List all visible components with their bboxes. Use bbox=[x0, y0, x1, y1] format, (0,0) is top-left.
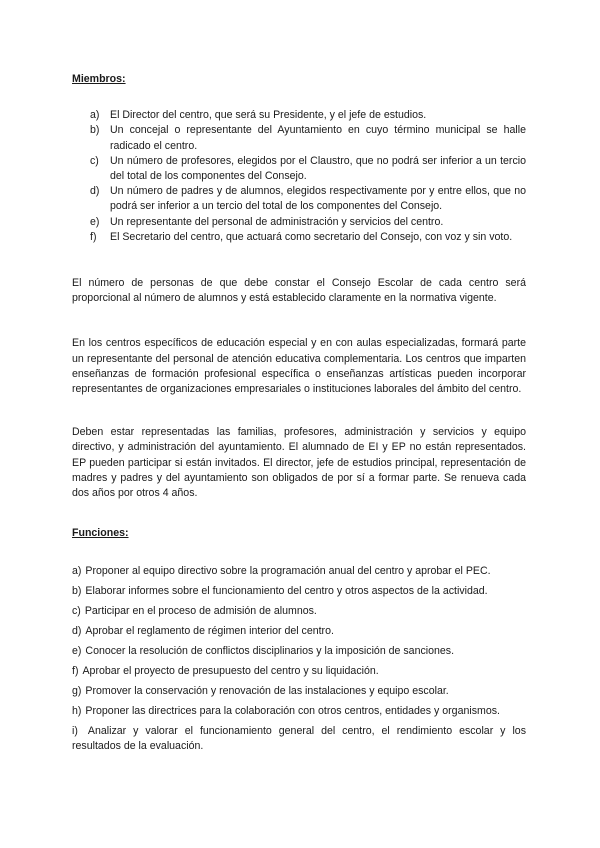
list-item-text: Conocer la resolución de conflictos disciplinarios y la imposición de sanciones. bbox=[85, 645, 455, 658]
list-item bbox=[72, 584, 526, 599]
list-marker: g) bbox=[72, 684, 82, 697]
list-item bbox=[72, 230, 526, 245]
list-item-text: Elaborar informes sobre el funcionamiento del centro y otros aspectos de la actividad. bbox=[85, 585, 488, 598]
list-item bbox=[72, 724, 526, 754]
paragraph-representation: Deben estar representadas las familias, profesores, administración y servicios y equipo directivo, y administración del ayuntamiento. El alumnado de EI y EP no están representados. EP pueden participar si están invitados. El director, jefe de estudios principal, representación de madres y padres y del ayuntamiento son obligados de por sí a formar parte. Se renueva cada dos años por otros 4 años. bbox=[72, 426, 526, 500]
list-marker: e) bbox=[72, 645, 82, 658]
list-marker: h) bbox=[72, 704, 82, 717]
list-item bbox=[72, 704, 526, 719]
functions-list bbox=[72, 564, 526, 754]
list-item-text: Un número de profesores, elegidos por el Claustro, que no podrá ser inferior a un tercio del total de los componentes del Consejo. bbox=[110, 154, 526, 183]
list-item-text: Promover la conservación y renovación de las instalaciones y equipo escolar. bbox=[85, 684, 449, 697]
list-item bbox=[72, 123, 526, 153]
list-item-text: Un número de padres y de alumnos, elegidos respectivamente por y entre ellos, que no podrá ser inferior a un tercio del total de los componentes del Consejo. bbox=[110, 185, 526, 213]
list-item-text: Analizar y valorar el funcionamiento general del centro, el rendimiento escolar y los resultados de la evaluación. bbox=[72, 724, 526, 752]
list-marker: f) bbox=[72, 664, 79, 677]
list-item bbox=[72, 154, 526, 184]
list-item bbox=[72, 215, 526, 230]
functions-heading: Funciones: bbox=[72, 527, 129, 540]
list-marker: f) bbox=[90, 230, 97, 243]
list-marker: b) bbox=[90, 124, 100, 137]
members-heading: Miembros: bbox=[72, 73, 126, 85]
list-item-text: El Secretario del centro, que actuará como secretario del Consejo, con voz y sin voto. bbox=[110, 230, 513, 243]
list-item bbox=[72, 108, 526, 123]
list-item bbox=[72, 564, 526, 579]
list-item bbox=[72, 644, 526, 659]
document-page bbox=[72, 72, 526, 759]
list-marker: a) bbox=[90, 109, 100, 122]
list-marker: d) bbox=[72, 625, 82, 638]
list-item bbox=[72, 664, 526, 679]
list-item-text: Proponer al equipo directivo sobre la programación anual del centro y aprobar el PEC. bbox=[85, 565, 491, 578]
list-item-text: Un representante del personal de administración y servicios del centro. bbox=[110, 215, 444, 228]
list-item bbox=[72, 184, 526, 214]
list-item-text: Aprobar el reglamento de régimen interior del centro. bbox=[85, 625, 334, 638]
paragraph-consejo-size: El número de personas de que debe constar el Consejo Escolar de cada centro será proporcional al número de alumnos y está establecido claramente en la normativa vigente. bbox=[72, 277, 526, 305]
list-item-text: Aprobar el proyecto de presupuesto del centro y su liquidación. bbox=[82, 664, 379, 677]
members-list bbox=[72, 108, 526, 245]
paragraph-special-centers: En los centros específicos de educación especial y en con aulas especializadas, formará parte un representante del personal de atención educativa complementaria. Los centros que imparten enseñanzas de formación profesional específica o enseñanzas artísticas pueden incorporar representantes de organizaciones empresariales o instituciones laborales del ámbito del centro. bbox=[72, 337, 526, 396]
list-marker: c) bbox=[72, 605, 81, 618]
list-item-text: Un concejal o representante del Ayuntamiento en cuyo término municipal se halle radicado el centro. bbox=[110, 124, 526, 152]
list-item-text: Proponer las directrices para la colaboración con otros centros, entidades y organismos. bbox=[85, 704, 500, 717]
list-item-text: Participar en el proceso de admisión de alumnos. bbox=[84, 605, 317, 618]
list-item bbox=[72, 604, 526, 619]
list-marker: e) bbox=[90, 215, 100, 228]
list-item bbox=[72, 684, 526, 699]
list-item bbox=[72, 624, 526, 639]
list-marker: a) bbox=[72, 565, 82, 578]
list-marker: b) bbox=[72, 585, 82, 598]
list-marker: i) bbox=[72, 724, 78, 737]
list-marker: d) bbox=[90, 185, 100, 198]
list-item-text: El Director del centro, que será su Presidente, y el jefe de estudios. bbox=[110, 109, 427, 122]
list-marker: c) bbox=[90, 154, 99, 167]
